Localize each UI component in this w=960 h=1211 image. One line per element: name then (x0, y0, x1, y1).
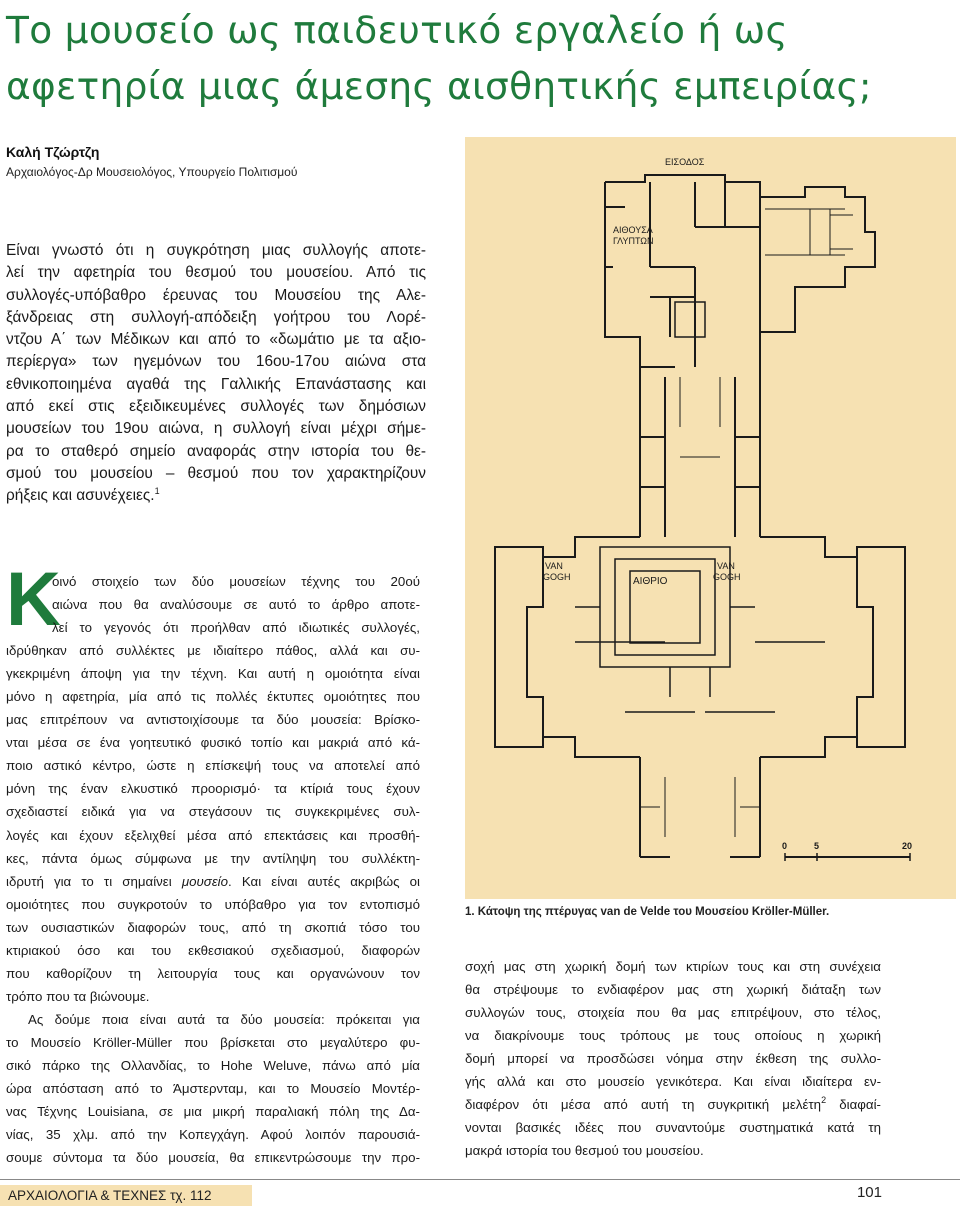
plan-label-entrance: ΕΙΣΟΔΟΣ (665, 157, 705, 167)
plan-label-vg-left-2: GOGH (543, 572, 571, 582)
footnote-ref-1: 1 (154, 486, 160, 497)
body-line: ποιο αστικό κέντρο, ώστε η επίσκεψή τους να αποτελεί από (6, 758, 420, 774)
body-column-right (465, 955, 881, 1162)
body-line-sup (465, 1093, 881, 1116)
intro-line: από εκεί στις εξειδικευμένες συλλογές των δημόσιων (6, 398, 426, 416)
article-title (6, 2, 946, 114)
plan-label-vg-right-2: GOGH (713, 572, 741, 582)
body-text: . Και είναι αυτές ακριβώς οι (228, 873, 420, 889)
body-line: οινό στοιχείο των δύο μουσείων τέχνης του 20ού (52, 574, 420, 589)
plan-label-hall-1: ΑΙΘΟΥΣΑ (613, 225, 653, 235)
intro-line: μουσείων του 19ου αιώνα, η συλλογή είναι μέχρι σήμε- (6, 420, 426, 438)
body-line: αιώνα που θα αναλύσουμε σε αυτό το άρθρο αποτε- (52, 597, 420, 613)
body-line: ώρα απόσταση από το Άμστερνταμ, και το Μουσείο Μοντέρ- (6, 1081, 420, 1097)
body-line: σχεδιαστεί ειδικά για να στεγάσουν τις συγκεκριμένες συλ- (6, 804, 420, 820)
body-line: το Μουσείο Kröller-Müller που βρίσκεται στο μεγαλύτερο φυ- (6, 1034, 420, 1050)
body-line: συλλογών τους, στοιχεία που θα μας επιτρέψουν, στο τέλος, (465, 1005, 881, 1021)
body-line: νονται βασικές ιδέες που συναντούμε συστηματικά κατά τη (465, 1120, 881, 1136)
intro-paragraph (6, 240, 426, 508)
intro-line: ξάνδρειας στη συλλογή-απόδειξη γοήτρου του Λορέ- (6, 308, 426, 326)
body-line: νται μέσα σε ένα γοητευτικό φυσικό τοπίο και μακριά από κά- (6, 735, 420, 751)
intro-line: εθνικοποιημένα αγαθά της Γαλλικής Επανάστασης και (6, 375, 426, 393)
intro-line: ρα το σταθερό σημείο αναφοράς στην ιστορία του θε- (6, 442, 426, 460)
plan-label-vg-left-1: VAN (545, 561, 563, 571)
body-line: μόνη της έναν ελκυστικό προορισμό· τα κτίριά τους έχουν (6, 781, 420, 797)
figure-caption: 1. Κάτοψη της πτέρυγας van de Velde του Μουσείου Kröller-Müller. (465, 906, 830, 918)
body-line: νίας, 35 χλμ. από την Κοπεγχάγη. Αφού λοιπόν παρουσιά- (6, 1127, 420, 1143)
body-column-left (6, 570, 420, 1169)
author-name: Καλή Τζώρτζη (6, 144, 100, 160)
scale-label-20: 20 (902, 841, 913, 851)
title-line-2: αφετηρία μιας άμεσης αισθητικής εμπειρίας; (6, 64, 872, 108)
intro-line: Είναι γνωστό ότι η συγκρότηση μιας συλλογής αποτε- (6, 242, 426, 259)
body-line: μόνο η αφετηρία, μία από τις πολλές έκτυπες ομοιότητες που (6, 689, 420, 705)
body-line: μακρά ιστορία του θεσμού του μουσείου. (465, 1143, 704, 1159)
intro-line: συλλογές-υπόβαθρο έρευνας του Μουσείου της Αλε- (6, 286, 426, 304)
body-line: γκεκριμένη άποψη για την τέχνη. Και αυτή η ομοιότητα είναι (6, 666, 420, 682)
body-line: κες, πάντα όμως σύμφωνα με την αντίληψη του συλλέκτη- (6, 850, 420, 866)
page-number: 101 (856, 1184, 882, 1201)
author-affiliation: Αρχαιολόγος-Δρ Μουσειολόγος, Υπουργείο Πολιτισμού (6, 165, 298, 179)
body-line: σουμε σύντομα τα δύο μουσεία, θα επικεντρώσουμε την προ- (6, 1150, 420, 1166)
body-line: νας Τέχνης Louisiana, σε μια μικρή παραλιακή πόλη της Δα- (6, 1104, 420, 1120)
floor-plan-figure (465, 137, 956, 899)
scale-label-0: 0 (782, 841, 788, 851)
body-line: που καθορίζουν τη λειτουργία τους και οργανώνουν τον (6, 965, 420, 981)
body-line: μας επιτρέπουν να αντιστοιχίσουμε τα δύο μουσεία: Βρίσκο- (6, 712, 420, 728)
scale-label-5: 5 (814, 841, 820, 851)
footer-rule (0, 1179, 960, 1180)
intro-line: ντζου Α΄ των Μέδικων και από το «δωμάτιο με τα αξιο- (6, 331, 426, 349)
body-line: σοχή μας στη χωρική δομή των κτιρίων τους και στη συνέχεια (465, 959, 881, 974)
body-line: σικό πάρκο της Ολλανδίας, το Hohe Weluve, πάνω από μία (6, 1057, 420, 1073)
plan-label-vg-right-1: VAN (717, 561, 735, 571)
journal-name: ΑΡΧΑΙΟΛΟΓΙΑ & ΤΕΧΝΕΣ τχ. 112 (0, 1185, 252, 1206)
body-line: λεί το γεγονός ότι προήλθαν από ιδιωτικές συλλογές, (52, 620, 420, 636)
intro-line-text: ρήξεις και ασυνέχειες. (6, 487, 155, 505)
intro-line: περίεργα» των ηγεμόνων του 16ου-17ου αιώνα στα (6, 353, 426, 371)
footnote-ref-2: 2 (821, 1095, 827, 1106)
drop-cap: Κ (6, 557, 61, 642)
body-line: να διακρίνουμε τους τρόπους με τους οποίους η χωρική (465, 1028, 881, 1044)
title-line-1: Το μουσείο ως παιδευτικό εργαλείο ή ως (6, 8, 788, 52)
body-line: λογές και έχουν εξελιχθεί μέσα από επεκτάσεις και προσθή- (6, 827, 420, 843)
intro-line-last (6, 485, 426, 507)
body-line: κτιριακού όσο και του εκθεσιακού σχεδιασμού, διαφορών (6, 942, 420, 958)
body-text-italic: μουσείο (181, 873, 229, 889)
body-text: διαφαί- (826, 1097, 881, 1113)
body-line: γής αλλά και στο μουσείο γενικότερα. Και είναι ιδιαίτερα εν- (465, 1074, 881, 1090)
plan-label-atrium: ΑΙΘΡΙΟ (633, 576, 668, 587)
plan-label-hall-2: ΓΛΥΠΤΩΝ (613, 236, 654, 246)
intro-line: λεί την αφετηρία του θεσμού του μουσείου. Από τις (6, 264, 426, 282)
body-line-italic (6, 870, 420, 893)
body-line: των ουσιαστικών διαφορών τους, από τη σκοπιά τόσο του (6, 919, 420, 935)
body-line: θα στρέψουμε το ενδιαφέρον μας στη χωρική διάταξη των (465, 982, 881, 998)
floor-plan-drawing (465, 137, 956, 899)
body-text: διαφέρον ότι μέσα από αυτή τη συγκριτική μελέτη (465, 1097, 822, 1113)
body-text: ιδρυτή για το τι σημαίνει (6, 873, 182, 889)
body-line: τρόπο που τα βιώνουμε. (6, 988, 150, 1004)
body-line: δομή μπορεί να προσδώσει νόημα στην έκθεση της συλλο- (465, 1051, 881, 1067)
intro-line: σμού του μουσείου – θεσμού που τον χαρακτηρίζουν (6, 464, 426, 482)
body-line: ιδρύθηκαν από συλλέκτες με ιδιαίτερο πάθος, αλλά και συ- (6, 643, 420, 659)
body-line: ομοιότητες που συγκροτούν το υπόβαθρο για τον εντοπισμό (6, 896, 420, 912)
body-line: Ας δούμε ποια είναι αυτά τα δύο μουσεία: πρόκειται για (28, 1011, 420, 1027)
